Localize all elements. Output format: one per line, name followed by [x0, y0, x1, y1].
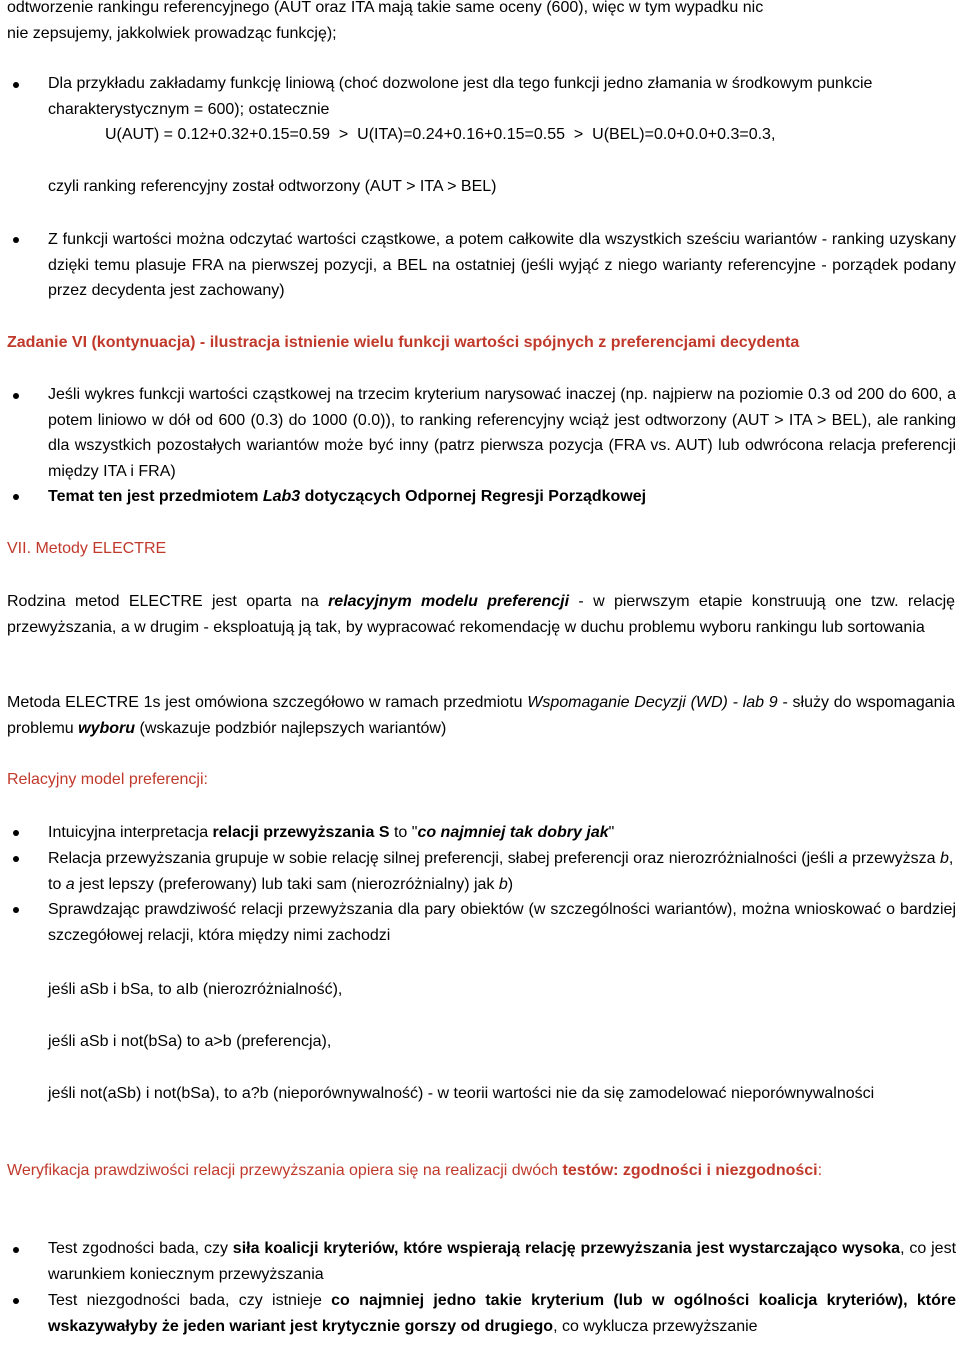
bullet-concordance-test: Test zgodności bada, czy siła koalicji kryteriów, które wspierają relację przewyższania jest wystarczająco wysoka, co jest warunkiem koniecznym przewyższania — [48, 1240, 957, 1283]
bullet-icon — [13, 82, 19, 88]
rule-text: jeśli aSb i not(bSa) to a>b (preferencja), — [48, 1033, 332, 1050]
bullet-icon — [13, 856, 19, 862]
rule-text: jeśli not(aSb) i not(bSa), to a?b (nieporównywalność) - w teorii wartości nie da się zamodelować nieporównywalności — [48, 1085, 875, 1102]
intro-line-2: nie zepsujemy, jakkolwiek prowadząc funkcję); — [7, 24, 337, 42]
ranking-conclusion: czyli ranking referencyjny został odtworzony (AUT > ITA > BEL) — [48, 178, 497, 195]
intro-line-1: odtworzenie rankingu referencyjnego (AUT oraz ITA mają takie same oceny (600), więc w tym wypadku nic — [7, 0, 764, 16]
electre-1s-paragraph: Metoda ELECTRE 1s jest omówiona szczegółowo w ramach przedmiotu Wspomaganie Decyzji (WD) - lab 9 - służy do wspomagania problemu wyboru (wskazuje podzbiór najlepszych wariantów) — [7, 694, 955, 737]
intro-paragraph — [7, 0, 955, 46]
concordance-definition: siła koalicji kryteriów, które wspierają relację przewyższania jest wystarczająco wysoka — [232, 1240, 901, 1257]
rule-text: jeśli aSb i bSa, to aIb (nierozróżnialność), — [48, 981, 343, 998]
bullet-outranking-interpretation: Intuicyjna interpretacja relacji przewyższania S to "co najmniej tak dobry jak" — [48, 824, 615, 841]
electre-family-paragraph: Rodzina metod ELECTRE jest oparta na relacyjnym modelu preferencji - w pierwszym etapie konstruują one tzw. relację przewyższania, a w drugim - eksploatują ją tak, by wypracować rekomendację w duchu problemu wyboru rankingu lub sortowania — [7, 593, 956, 636]
tests-term: testów: zgodności i niezgodności — [562, 1162, 818, 1179]
relational-model-term: relacyjnym modelu preferencji — [328, 593, 570, 610]
bullet-icon — [13, 393, 19, 399]
bullet-icon — [13, 237, 19, 243]
lab3-link-text: Lab3 — [262, 488, 301, 505]
utility-formula: U(AUT) = 0.12+0.32+0.15=0.59 > U(ITA)=0.24+0.16+0.15=0.55 > U(BEL)=0.0+0.0+0.3=0.3, — [105, 126, 776, 143]
bullet-discordance-test: Test niezgodności bada, czy istnieje co najmniej jedno takie kryterium (lub w ogólności koalicja kryteriów), które wskazywałyby że jeden wariant jest krytycznie gorszy od drugiego, co wyklucza przewyższanie — [48, 1292, 956, 1335]
bullet-icon — [13, 830, 19, 836]
bullet-alternative-function: Jeśli wykres funkcji wartości cząstkowej na trzecim kryterium narysować inaczej (np. najpierw na poziomie 0.3 od 200 do 600, a potem liniowo w dół od 600 (0.3) do 1000 (0.0)), to ranking referencyjny wciąż jest odtworzony (AUT > ITA > BEL), ale ranking dla wszystkich pozostałych wariantów może być inny (patrz pierwsza pozycja (FRA vs. AUT) lub odwrócona relacja preferencji między ITA i FRA) — [48, 386, 956, 480]
discordance-definition: co najmniej jedno takie kryterium (lub w ogólności koalicja kryteriów), które wskazywałyby że jeden wariant jest krytycznie gorszy od drugiego — [48, 1292, 956, 1335]
course-name: Wspomaganie Decyzji (WD) - lab 9 — [527, 694, 778, 711]
verification-paragraph: Weryfikacja prawdziwości relacji przewyższania opiera się na realizacji dwóch testów: zgodności i niezgodności: — [7, 1162, 823, 1179]
bullet-value-function: Z funkcji wartości można odczytać wartości cząstkowe, a potem całkowite dla wszystkich sześciu wariantów - ranking uzyskany dzięki temu plasuje FRA na pierwszej pozycji, a BEL na ostatniej (jeśli wyjąć z niego warianty referencyjne - porządek podany przez decydenta jest zachowany) — [48, 231, 956, 299]
rule-preference — [48, 1029, 956, 1055]
rule-incomparability — [48, 1081, 956, 1107]
bullet-text: Dla przykładu zakładamy funkcję liniową (choć dozwolone jest dla tego funkcji jedno złamania w środkowym punkcie charakterystycznym = 600); ostatecznie — [48, 75, 873, 118]
bullet-icon — [13, 1298, 19, 1304]
rule-indifference — [48, 977, 956, 1003]
bullet-relation-inference: Sprawdzając prawdziwość relacji przewyższania dla pary obiektów (w szczególności wariantów), można wnioskować o bardziej szczegółowej relacji, która między nimi zachodzi — [48, 901, 956, 944]
heading-relational-model: Relacyjny model preferencji: — [7, 771, 208, 788]
heading-electre: VII. Metody ELECTRE — [7, 540, 167, 557]
outranking-relation-term: relacji przewyższania S — [212, 824, 390, 841]
heading-task-6: Zadanie VI (kontynuacja) - ilustracja istnienie wielu funkcji wartości spójnych z preferencjami decydenta — [7, 334, 800, 351]
bullet-icon — [13, 494, 19, 500]
choice-problem-term: wyboru — [78, 719, 136, 737]
bullet-outranking-groups: Relacja przewyższania grupuje w sobie relację silnej preferencji, słabej preferencji oraz nierozróżnialności (jeśli a przewyższa b, to a jest lepszy (preferowany) lub taki sam (nierozróżnialny) jak b) — [48, 850, 954, 893]
bullet-icon — [13, 1247, 19, 1253]
bullet-linear-function — [48, 71, 956, 122]
bullet-lab3-topic: Temat ten jest przedmiotem Lab3 dotyczących Odpornej Regresji Porządkowej — [48, 488, 647, 505]
bullet-icon — [13, 907, 19, 913]
